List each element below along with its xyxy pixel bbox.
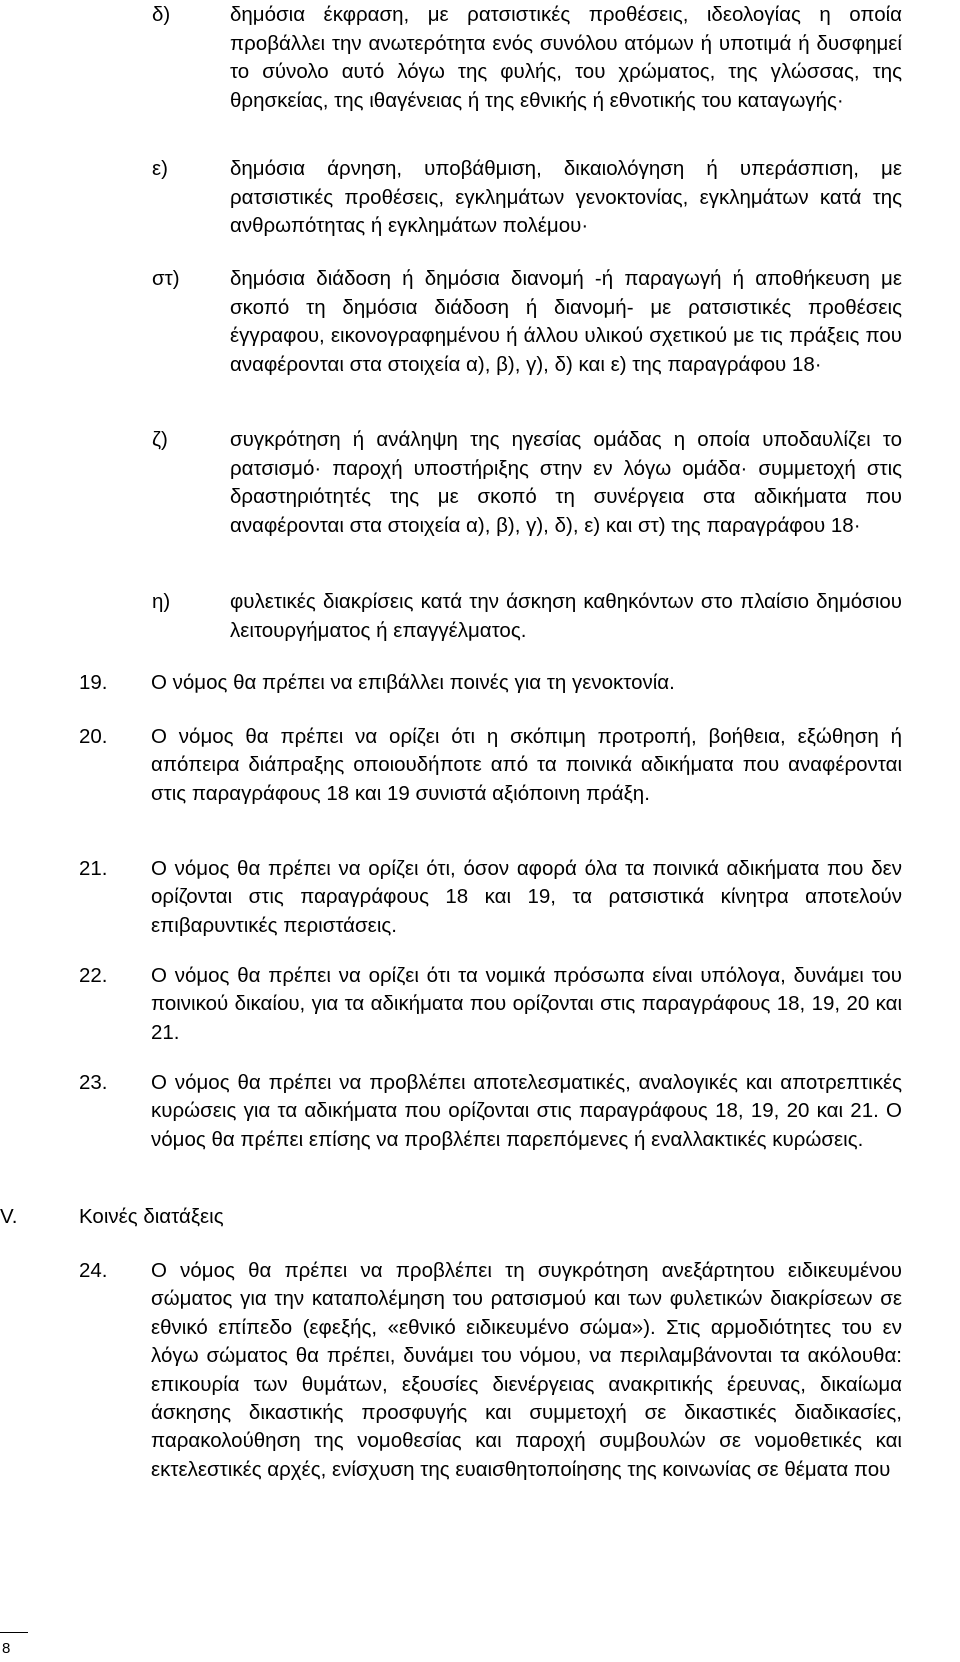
paragraph-number: 24. [79, 1259, 108, 1282]
section-numeral: V. [0, 1205, 18, 1228]
paragraph-number: 23. [79, 1071, 108, 1094]
list-item-label: ε) [152, 157, 168, 180]
list-item-label: ζ) [152, 428, 168, 451]
paragraph-number: 21. [79, 857, 108, 880]
page-number: 8 [2, 1640, 11, 1657]
paragraph-text: Ο νόμος θα πρέπει να προβλέπει τη συγκρότηση ανεξάρτητου ειδικευμένου σώματος για την καταπολέμηση του ρατσισμού και των φυλετικών διακρίσεων σε εθνικό επίπεδο (εφεξής, «εθνικό ειδικευμένο σώμα»). Στις αρμοδιότητες του εν λόγω σώματος θα πρέπει, δυνάμει του νόμου, να περιλαμβάνονται τα ακόλουθα: επικουρία των θυμάτων, εξουσίες διενέργειας ανακριτικής έρευνας, δικαίωμα άσκησης δικαστικής προσφυγής και συμμετοχή σε δικαστικές διαδικασίες, παρακολούθηση της νομοθεσίας και παροχή συμβουλών σε νομοθετικές και εκτελεστικές αρχές, ενίσχυση της ευαισθητοποίησης της κοινωνίας σε θέματα που [151, 1259, 902, 1481]
paragraph-number: 22. [79, 964, 108, 987]
list-item-text: δημόσια διάδοση ή δημόσια διανομή -ή παραγωγή ή αποθήκευση με σκοπό τη δημόσια διάδοση ή διανομή- με ρατσιστικές προθέσεις έγγραφου, εικονογραφημένου ή άλλου υλικού σχετικού με τις πράξεις που αναφέρονται στα στοιχεία α), β), γ), δ) και ε) της παραγράφου 18· [230, 267, 902, 376]
list-item-text: δημόσια άρνηση, υποβάθμιση, δικαιολόγηση ή υπεράσπιση, με ρατσιστικές προθέσεις, εγκλημάτων γενοκτονίας, εγκλημάτων κατά της ανθρωπότητας ή εγκλημάτων πολέμου· [230, 157, 902, 238]
section-title: Κοινές διατάξεις [79, 1205, 224, 1228]
paragraph-text: Ο νόμος θα πρέπει να προβλέπει αποτελεσματικές, αναλογικές και αποτρεπτικές κυρώσεις για τα αδικήματα που ορίζονται στις παραγράφους 18, 19, 20 και 21. Ο νόμος θα πρέπει επίσης να προβλέπει παρεπόμενες ή εναλλακτικές κυρώσεις. [151, 1071, 902, 1151]
list-item-text: συγκρότηση ή ανάληψη της ηγεσίας ομάδας η οποία υποδαυλίζει το ρατσισμό· παροχή υποστήριξης στην εν λόγω ομάδα· συμμετοχή στις δραστηριότητές της με σκοπό τη συνέργεια στα αδικήματα που αναφέρονται στα στοιχεία α), β), γ), δ), ε) και στ) της παραγράφου 18· [230, 428, 902, 537]
paragraph-text: Ο νόμος θα πρέπει να επιβάλλει ποινές για τη γενοκτονία. [151, 671, 675, 694]
list-item-text: φυλετικές διακρίσεις κατά την άσκηση καθηκόντων στο πλαίσιο δημόσιου λειτουργήματος ή επαγγέλματος. [230, 590, 902, 642]
paragraph-text: Ο νόμος θα πρέπει να ορίζει ότι, όσον αφορά όλα τα ποινικά αδικήματα που δεν ορίζονται στις παραγράφους 18 και 19, τα ρατσιστικά κίνητρα αποτελούν επιβαρυντικές περιστάσεις. [151, 857, 902, 937]
section-heading [0, 1203, 960, 1233]
list-item-label: η) [152, 590, 171, 613]
paragraph-number: 19. [79, 671, 108, 694]
list-item-label: στ) [152, 267, 180, 290]
list-item-label: δ) [152, 3, 171, 26]
paragraph-text: Ο νόμος θα πρέπει να ορίζει ότι τα νομικά πρόσωπα είναι υπόλογα, δυνάμει του ποινικού δικαίου, για τα αδικήματα που ορίζονται στις παραγράφους 18, 19, 20 και 21. [151, 964, 902, 1044]
paragraph-text: Ο νόμος θα πρέπει να ορίζει ότι η σκόπιμη προτροπή, βοήθεια, εξώθηση ή απόπειρα διάπραξης οποιουδήποτε από τα ποινικά αδικήματα που αναφέρονται στις παραγράφους 18 και 19 συνιστά αξιόποινη πράξη. [151, 725, 902, 805]
list-item-text: δημόσια έκφραση, με ρατσιστικές προθέσεις, ιδεολογίας η οποία προβάλλει την ανωτερότητα ενός συνόλου ατόμων ή υποτιμά ή δυσφημεί το σύνολο αυτό λόγω της φυλής, του χρώματος, της γλώσσας, της θρησκείας, της ιθαγένειας ή της εθνικής ή εθνοτικής του καταγωγής· [230, 3, 902, 112]
paragraph-number: 20. [79, 725, 108, 748]
footer-divider [0, 1632, 28, 1633]
